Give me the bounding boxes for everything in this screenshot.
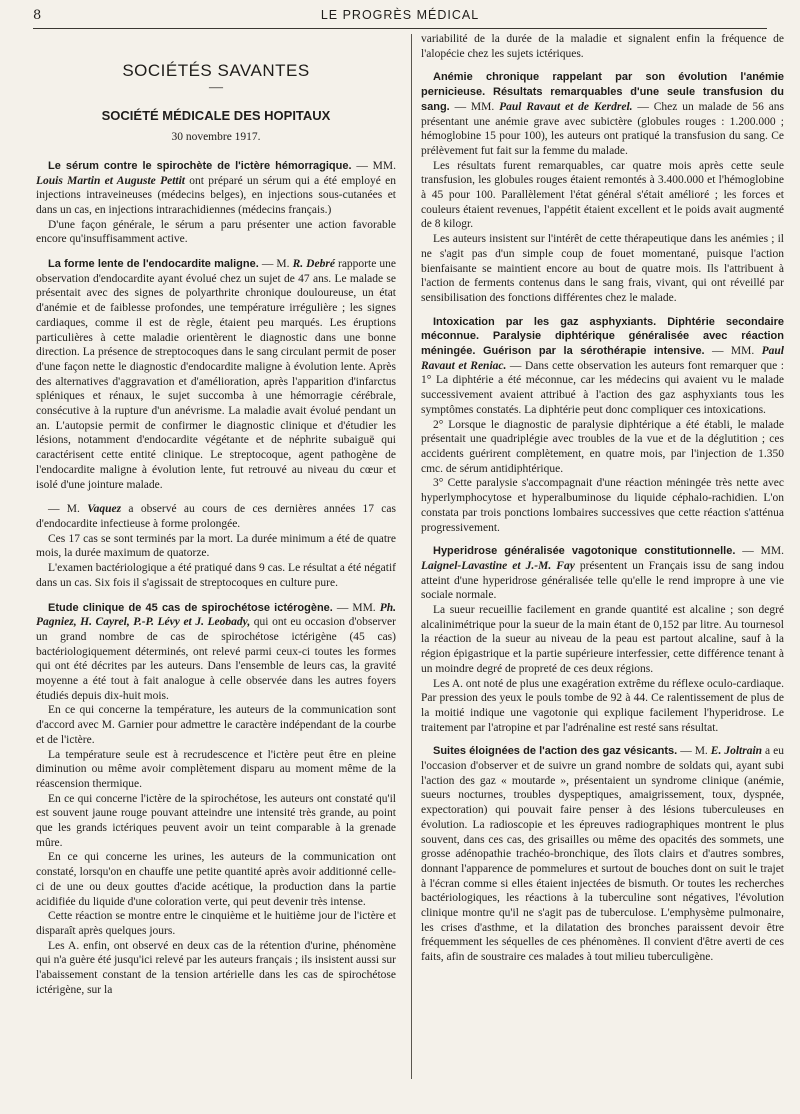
author-prefix: — M. <box>48 503 88 516</box>
article-authors: Louis Martin et Auguste Pettit <box>36 174 185 187</box>
article-spirochetose <box>36 601 396 998</box>
author-prefix: — MM. <box>704 345 762 358</box>
article-paragraph: D'une façon générale, le sérum a paru présenter une action favorable encore qu'insuffisamment active. <box>36 218 396 246</box>
article-title: Le sérum contre le spirochète de l'ictère hémorragique. <box>48 159 352 172</box>
author-prefix: — MM. <box>735 545 784 558</box>
article-text: a eu l'occasion d'observer et de suivre un grand nombre de soldats qui, ayant subi l'action des gaz « moutarde », présentaient un syndrome clinique (anémie, sueurs nocturnes, troubles dyspeptiques, amaigrissement, toux, dyspnée, expectoration) qui pouvait faire penser à des lésions tuberculeuses en évolution. La radioscopie et les épreuves radiographiques montrent le plus souvent, dans ces cas, des grisailles ou même des opacités des sommets, une grosse adénopathie trachéo-bronchique, des îlots clairs et d'autres sombres, donnant l'apparence de pommelures et surtout de bouches dont on suit le trajet à l'écran comme si elles étaient injectées de bismuth. Or toutes les recherches bactériologiques, les réactions à la tuberculine sont négatives, l'évolution clinique montre qu'il ne s'agit pas de tuberculose. L'emphysème pulmonaire, les crises d'asthme, et la dilatation des bronches paraissent devoir être fréquemment les séquelles de ces phénomènes. Il convient d'être averti de ces faits, afin de soustraire ces malades à tout milieu tuberculigène. <box>421 745 784 964</box>
society-subtitle: SOCIÉTÉ MÉDICALE DES HOPITAUX <box>101 108 331 124</box>
article-paragraph: La température seule est à recrudescence et l'ictère peut être en pleine diminution ou même avoir complètement disparu au moment même de la réascension thermique. <box>36 748 396 790</box>
page-number: 8 <box>33 8 42 23</box>
author-prefix: — M. <box>677 745 711 758</box>
continued-text: variabilité de la durée de la maladie et signalent enfin la fréquence de l'alopécie chez les sujets ictériques. <box>421 33 784 60</box>
article-title: Hyperidrose généralisée vagotonique constitutionnelle. <box>433 545 736 558</box>
article-endocardite-lente <box>36 257 396 492</box>
article-authors: E. Joltrain <box>710 745 763 758</box>
article-authors: Laignel-Lavastine et J.-M. Fay <box>421 559 575 572</box>
author-prefix: — MM. <box>332 601 380 614</box>
article-paragraph: 2° Lorsque le diagnostic de paralysie diphtérique a été établi, le malade présentait une quadriplégie avec troubles de la vue et de la déglutition ; ces accidents guérirent complètement, en quatre mois, par l'injection de 1.350 cmc. de sérum antidiphtérique. <box>421 418 784 475</box>
article-title: Anémie chronique rappelant par son évolution l'anémie pernicieuse. Résultats remarquables d'une seule transfusion du sang. <box>421 71 784 113</box>
article-authors: Ph. Pagniez, H. Cayrel, P.-P. Lévy et J. Leobady, <box>36 601 396 629</box>
article-paragraph: La sueur recueillie facilement en grande quantité est alcaline ; son degré alcalinimétrique pour la sueur de la main étant de 0,152 par litre. Au tournesol la réaction de la sueur au niveau de la peau est partout alcaline, sauf à la région épigastrique et la partie supérieure interfessier, cette différence tenant à un moindre degré de propreté de ces deux régions. <box>421 604 784 675</box>
right-column <box>421 32 784 974</box>
article-continuation <box>421 32 784 61</box>
article-hyperidrose <box>421 544 784 735</box>
header-rule <box>33 28 767 29</box>
article-paragraph: Les A. ont noté de plus une exagération extrême du réflexe oculo-cardiaque. Par pression des yeux le pouls tombe de 92 à 44. Ce ralentissement de plus de la moitié indique une vagotonie qui explique facilement l'hyperidrose. Le traitement par l'atropine et par l'adrénaline est resté sans résultat. <box>421 677 784 734</box>
article-authors: Vaquez <box>87 503 122 516</box>
left-column <box>36 36 396 1007</box>
session-date: 30 novembre 1917. <box>171 131 261 144</box>
article-paragraph: En ce qui concerne les urines, les auteurs de la communication ont constaté, lorsqu'on en chauffe une petite quantité après avoir additionné celle-ci de une ou deux gouttes d'acide acétique, la production dans la partie acidifiée du liquide d'une coloration verte, qui peut devenir très intense. <box>36 851 396 908</box>
article-paragraph: En ce qui concerne la température, les auteurs de la communication sont d'accord avec M. Garnier pour admettre le caractère indépendant de la courbe et de l'ictère. <box>36 704 396 746</box>
article-gaz-vesicants <box>421 744 784 965</box>
article-paragraph: 3° Cette paralysie s'accompagnait d'une réaction méningée très nette avec hyperlymphocytose et hyperalbuminose du liquide céphalo-rachidien. L'on constata par trois ponctions lombaires successives que cette réaction s'atténua progressivement. <box>421 477 784 534</box>
author-prefix: — M. <box>258 258 293 271</box>
article-paragraph: Les A. enfin, ont observé en deux cas de la rétention d'urine, phénomène qui n'a guère été jusqu'ici relevé par les auteurs français ; ils insistent aussi sur l'abaissement constant de la tension artérielle dans les cas de spirochétose ictérigène, sur la <box>36 939 396 996</box>
article-anemie-transfusion <box>421 70 784 305</box>
article-text: rapporte une observation d'endocardite ayant évolué chez un sujet de 47 ans. Le malade se présentait avec des signes de polyarthrite chronique douloureuse, un état d'anémie et de faiblesse profondes, une température irrégulière ; les signes cardiaques, comme il est de règle, étaient peu marqués. Les éruptions particulières à cette maladie orientèrent le diagnostic dans une bonne direction. La présence de streptocoques dans le sang circulant permit de poser d'une façon nette le diagnostic d'endocardite maligne à évolution lente. Après des alternatives d'aggravation et d'amélioration, après l'apparition d'infarctus spléniques et rénaux, le sujet succomba à une hémorragie cérébrale, consécutive à la rupture d'un anévrisme. La maladie avait évolué pendant un an. L'autopsie permit de confirmer le diagnostic clinique et d'étudier les lésions, notamment d'endocardite végétante et de néphrite subaiguë qui caractérisent cette entité clinique. Le streptocoque, agent pathogène de l'endocardite maligne à évolution lente, fut retrouvé au niveau du cœur et isolé d'une jointure malade. <box>36 258 396 491</box>
society-dash: — <box>209 79 223 95</box>
article-paragraph: En ce qui concerne l'ictère de la spirochétose, les auteurs ont constaté qu'il est souvent jaune rouge pouvant atteindre une intensité très grande, au point que les grands ictériques peuvent avoir un teint comparable à la grenade mûre. <box>36 792 396 849</box>
author-prefix: — MM. <box>351 159 396 172</box>
article-paragraph: Cette réaction se montre entre le cinquième et le huitième jour de l'ictère et disparaît après quelques jours. <box>36 910 396 937</box>
article-authors: Paul Ravaut et Reniac. <box>421 345 785 372</box>
article-authors: Paul Ravaut et de Kerdrel. <box>499 100 633 113</box>
article-paragraph: Les auteurs insistent sur l'intérêt de cette thérapeutique dans les anémies ; il ne s'agit pas d'un simple coup de fouet momentané, puisque l'action bienfaisante se maintient encore au bout de quatre mois. Ils l'attribuent à l'action de ferments contenus dans le sang frais, vivant, qui ont réveillé par sensibilisation des fonctions différentes chez le malade. <box>421 233 784 304</box>
article-vaquez <box>36 502 396 590</box>
column-divider <box>411 34 412 1079</box>
article-serum-spirochete <box>36 159 396 247</box>
article-text: qui ont eu occasion d'observer un grand nombre de cas de spirochétose ictérigène (45 cas) bactériologiquement déterminés, ont relevé parmi ceux-ci toutes les formes qui ont été décrites par les auteurs. Dans l'ensemble de leurs cas, la gravité moyenne a été tout à fait analogue à celle observée dans les autres foyers étudiés depuis dix-huit mois. <box>36 616 396 702</box>
article-text: présentent un Français issu de sang indou atteint d'une hyperidrose généralisée telle qu'elle le rend impropre à une vie sociale normale. <box>421 559 784 602</box>
article-paragraph: Ces 17 cas se sont terminés par la mort. La durée minimum a été de quatre mois, la durée maximum de quatorze. <box>36 532 396 560</box>
society-title: SOCIÉTÉS SAVANTES <box>122 61 310 80</box>
article-text: a observé au cours de ces dernières années 17 cas d'endocardite infectieuse à forme prolongée. <box>36 503 396 530</box>
article-title: Suites éloignées de l'action des gaz vésicants. <box>433 745 678 758</box>
author-prefix: — MM. <box>449 100 500 113</box>
article-authors: R. Debré <box>292 258 335 271</box>
article-gaz-diphterie <box>421 315 784 536</box>
article-title: La forme lente de l'endocardite maligne. <box>48 258 259 271</box>
article-paragraph: Les résultats furent remarquables, car quatre mois après cette seule transfusion, les globules rouges étaient remontés à 3.400.000 et l'hémoglobine à 45 pour 100. Parallèlement l'état général s'était amélioré ; les forces et couleurs étaient revenues, l'appétit étaient excellent et le poids avait augmenté de 8 kilogr. <box>421 159 784 231</box>
article-text: — Dans cette observation les auteurs font remarquer que : 1° La diphtérie a été méconnue, car les médecins qui avaient vu le malade successivement avaient attribué à l'action des gaz asphyxiants tous les symptômes constatés. La diphtérie peut donc compliquer ces intoxications. <box>421 359 784 416</box>
running-head: LE PROGRÈS MÉDICAL <box>320 8 480 22</box>
article-text: ont préparé un sérum qui a été employé en injections intraveineuses (médecins belges), en injections sous-cutanées et dans un cas, en injections intrarachidiennes (médecins français.) <box>36 174 396 216</box>
article-text: — Chez un malade de 56 ans présentant une anémie grave avec subictère (globules rouges : 1.200.000 ; hémoglobine 15 pour 100), les auteurs ont pratiqué la transfusion du sang. Ce prélèvement fut fait sur la femme du malade. <box>421 100 785 157</box>
article-title: Etude clinique de 45 cas de spirochétose ictérogène. <box>48 601 333 614</box>
article-paragraph: L'examen bactériologique a été pratiqué dans 9 cas. Le résultat a été négatif dans un cas. Six fois il s'agissait de streptocoques en culture pure. <box>36 562 396 589</box>
article-title: Intoxication par les gaz asphyxiants. Diphtérie secondaire méconnue. Paralysie diphtérique généralisée avec réaction méningée. Guérison par la sérothérapie intensive. <box>421 315 784 358</box>
